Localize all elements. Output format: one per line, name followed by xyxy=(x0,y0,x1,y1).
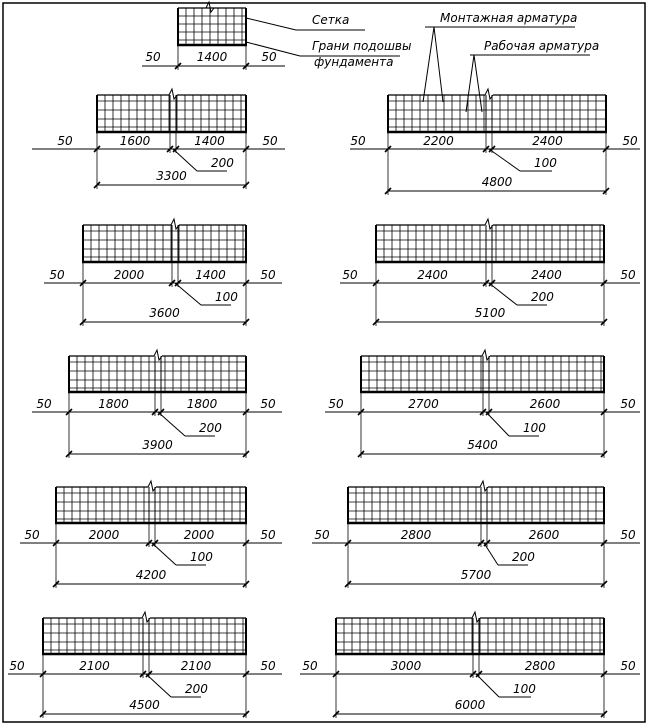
dim-gap: 200 xyxy=(185,682,208,696)
dim-side-right: 50 xyxy=(260,397,276,411)
leader-line xyxy=(423,27,434,102)
mesh-layout-r1 xyxy=(350,89,640,195)
dim-side-right: 50 xyxy=(620,397,636,411)
gap-leader xyxy=(173,149,197,171)
mesh-drawing xyxy=(335,612,605,654)
dim-gap: 200 xyxy=(199,421,222,435)
dim-total: 5700 xyxy=(460,568,492,582)
dim-right-mesh: 2400 xyxy=(531,268,562,282)
dim-left-mesh: 1600 xyxy=(119,134,151,148)
dim-gap: 100 xyxy=(523,421,546,435)
mesh-drawing xyxy=(55,481,247,523)
dim-left-mesh: 2200 xyxy=(423,134,454,148)
dim-side-left: 50 xyxy=(302,659,318,673)
mesh-layout-l4 xyxy=(20,481,282,588)
mesh-drawing xyxy=(68,350,247,392)
dim-left-mesh: 2400 xyxy=(417,268,448,282)
mesh-drawing xyxy=(360,350,605,392)
gap-leader xyxy=(175,283,201,305)
dim-gap: 100 xyxy=(190,550,213,564)
mesh-drawing xyxy=(42,612,247,654)
dim-left-mesh: 2700 xyxy=(408,397,439,411)
dim-gap: 200 xyxy=(531,290,554,304)
drawing xyxy=(8,2,640,718)
dim-mesh-width: 1400 xyxy=(196,50,228,64)
dim-side-right: 50 xyxy=(260,659,276,673)
top-mesh-group xyxy=(142,2,285,70)
mesh-layout-r3 xyxy=(325,350,640,458)
dim-side-left: 50 xyxy=(342,268,358,282)
dim-total: 5100 xyxy=(474,306,506,320)
gap-leader xyxy=(146,674,171,697)
leader-line xyxy=(434,27,443,102)
dim-right-mesh: 1400 xyxy=(194,134,225,148)
gap-leader xyxy=(489,283,517,305)
dim-right-mesh: 2800 xyxy=(524,659,556,673)
dim-right-mesh: 2000 xyxy=(183,528,215,542)
mesh-layout-r2 xyxy=(340,219,640,326)
dim-gap: 100 xyxy=(534,156,557,170)
dim-side-right: 50 xyxy=(260,528,276,542)
top-mesh xyxy=(177,8,247,45)
legend-rabochaya: Рабочая арматура xyxy=(484,39,600,53)
dim-side-left: 50 xyxy=(57,134,73,148)
dim-total: 6000 xyxy=(454,698,486,712)
dim-side-left: 50 xyxy=(24,528,40,542)
dim-side-right: 50 xyxy=(620,268,636,282)
dim-gap: 200 xyxy=(512,550,535,564)
dim-side-left: 50 xyxy=(145,50,161,64)
dim-total: 3900 xyxy=(142,438,173,452)
dim-total: 5400 xyxy=(467,438,498,452)
mesh-drawing xyxy=(387,89,607,132)
gap-leader xyxy=(152,543,176,565)
mesh-drawing xyxy=(82,219,247,262)
mesh-layout-l2 xyxy=(44,219,282,326)
dim-right-mesh: 2400 xyxy=(532,134,563,148)
mesh-drawing xyxy=(96,89,247,132)
mesh-drawing xyxy=(375,219,605,262)
dim-gap: 100 xyxy=(215,290,238,304)
sheet-frame xyxy=(3,3,645,722)
mesh-drawing xyxy=(347,481,605,523)
dim-left-mesh: 3000 xyxy=(390,659,422,673)
mesh-layout-r4 xyxy=(312,481,640,588)
dim-side-right: 50 xyxy=(622,134,638,148)
gap-leader xyxy=(158,412,185,436)
dim-total: 4500 xyxy=(129,698,160,712)
gap-leader xyxy=(484,543,498,565)
dim-side-right: 50 xyxy=(261,50,277,64)
dim-gap: 100 xyxy=(513,682,536,696)
dim-side-right: 50 xyxy=(620,659,636,673)
dim-side-right: 50 xyxy=(620,528,636,542)
mesh-layout-r5 xyxy=(300,612,640,718)
legend xyxy=(246,11,599,112)
dim-side-left: 50 xyxy=(350,134,366,148)
dim-side-right: 50 xyxy=(262,134,278,148)
dim-side-left: 50 xyxy=(49,268,65,282)
dim-left-mesh: 2800 xyxy=(400,528,432,542)
mesh-layout-l3 xyxy=(32,350,282,458)
dim-right-mesh: 2600 xyxy=(529,397,561,411)
leader-line xyxy=(466,55,474,112)
leader-line xyxy=(474,55,482,112)
dim-right-mesh: 1800 xyxy=(186,397,218,411)
legend-grani-1: Грани подошвы xyxy=(312,39,412,53)
dim-total: 3600 xyxy=(149,306,180,320)
dim-side-left: 50 xyxy=(314,528,330,542)
mesh-layout-l1 xyxy=(32,89,285,189)
legend-grani-2: фундамента xyxy=(314,55,394,69)
dim-side-left: 50 xyxy=(36,397,52,411)
legend-montazh: Монтажная арматура xyxy=(440,11,578,25)
dim-total: 4200 xyxy=(135,568,167,582)
dim-right-mesh: 2100 xyxy=(180,659,212,673)
dim-right-mesh: 1400 xyxy=(195,268,226,282)
gap-leader xyxy=(486,412,509,436)
dim-left-mesh: 1800 xyxy=(98,397,129,411)
gap-leader xyxy=(489,149,520,171)
dim-side-left: 50 xyxy=(328,397,344,411)
leader-line xyxy=(246,18,296,30)
mesh-layout-l5 xyxy=(8,612,282,718)
dim-total: 4800 xyxy=(481,175,513,189)
dim-left-mesh: 2000 xyxy=(88,528,120,542)
dim-left-mesh: 2100 xyxy=(79,659,110,673)
dim-right-mesh: 2600 xyxy=(528,528,560,542)
dim-side-right: 50 xyxy=(260,268,276,282)
dim-total: 3300 xyxy=(156,169,187,183)
legend-setka: Сетка xyxy=(312,13,350,27)
dim-side-left: 50 xyxy=(9,659,25,673)
dim-gap: 200 xyxy=(211,156,234,170)
dim-left-mesh: 2000 xyxy=(113,268,145,282)
gap-leader xyxy=(476,674,499,697)
